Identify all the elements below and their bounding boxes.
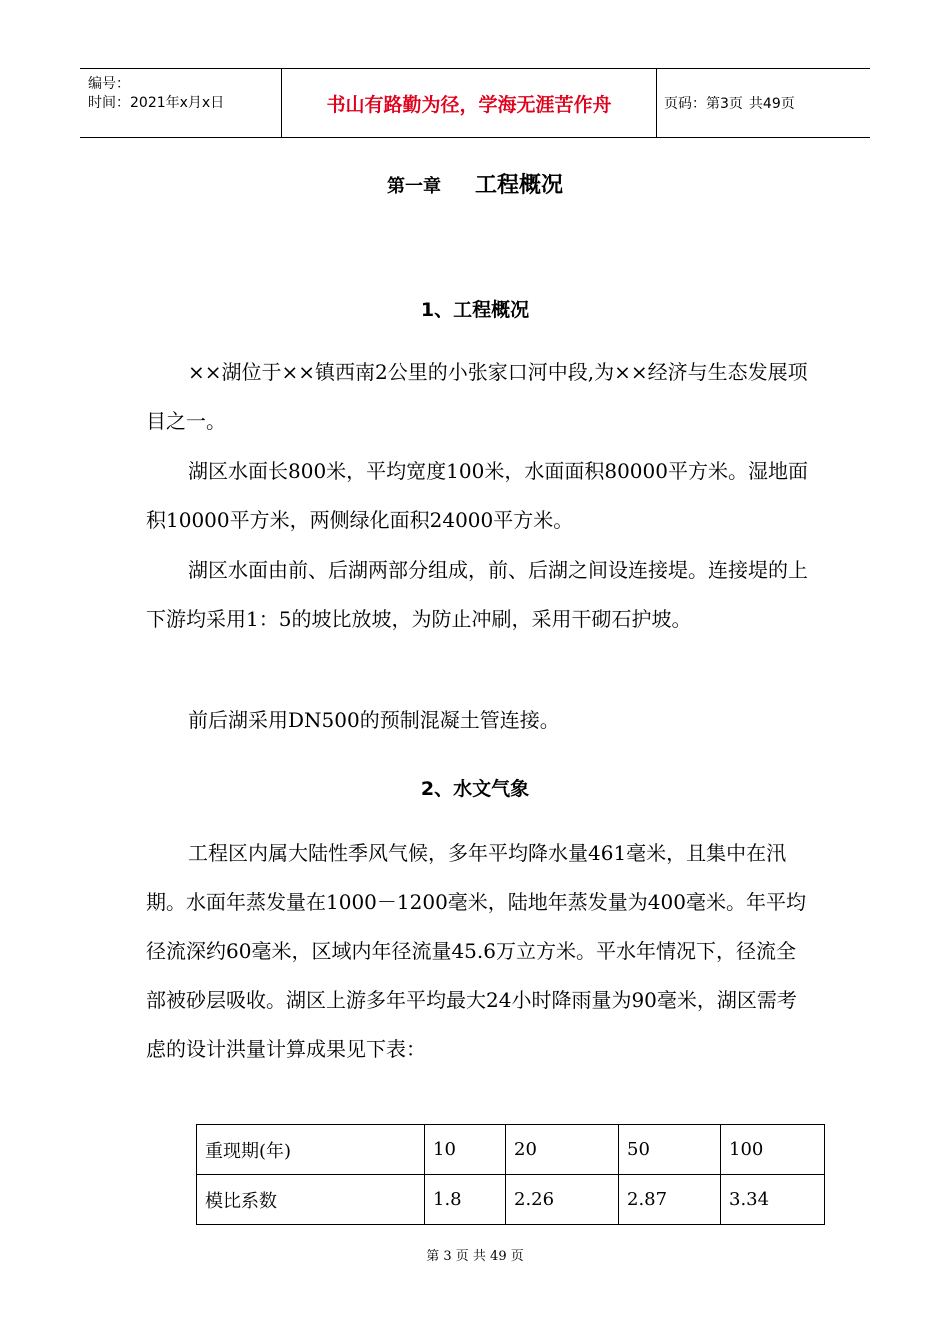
paragraph: 前后湖采用DN500的预制混凝土管连接。 bbox=[188, 708, 560, 732]
table-cell: 模比系数 bbox=[197, 1175, 425, 1225]
header-page-number: 页码：第3页 bbox=[664, 96, 743, 112]
paragraph: 湖区水面长800米，平均宽度100米，水面面积80000平方米。湿地面积10000平方米，两侧绿化面积24000平方米。 bbox=[146, 459, 808, 532]
header-motto: 书山有路勤为径，学海无涯苦作舟 bbox=[326, 93, 612, 116]
section-title: 2、水文气象 bbox=[420, 778, 530, 800]
paragraph: ××湖位于××镇西南2公里的小张家口河中段,为××经济与生态发展项目之一。 bbox=[146, 360, 808, 433]
header-meta bbox=[80, 69, 280, 137]
chapter-heading bbox=[0, 168, 950, 199]
table-cell: 100 bbox=[721, 1125, 825, 1175]
header-motto-cell bbox=[281, 69, 657, 137]
page-footer: 第 3 页 共 49 页 bbox=[426, 1249, 524, 1264]
chapter-number: 第一章 bbox=[386, 176, 441, 197]
table-cell: 重现期(年) bbox=[197, 1125, 425, 1175]
flood-table bbox=[196, 1124, 825, 1225]
table-cell: 2.87 bbox=[619, 1175, 721, 1225]
table-cell: 50 bbox=[619, 1125, 721, 1175]
header-page-total: 共49页 bbox=[748, 96, 795, 112]
document-date-label: 时间：2021年x月x日 bbox=[88, 95, 225, 111]
header-page-info bbox=[656, 69, 870, 137]
paragraph: 工程区内属大陆性季风气候，多年平均降水量461毫米，且集中在汛期。水面年蒸发量在1000－1200毫米，陆地年蒸发量为400毫米。年平均径流深约60毫米，区域内年径流量45.6万立方米。平水年情况下，径流全部被砂层吸收。湖区上游多年平均最大24小时降雨量为90毫米，湖区需考虑的设计洪量计算成果见下表： bbox=[146, 841, 806, 1061]
table-row bbox=[197, 1175, 825, 1225]
table-cell: 20 bbox=[506, 1125, 619, 1175]
table-row bbox=[197, 1125, 825, 1175]
paragraph: 湖区水面由前、后湖两部分组成，前、后湖之间设连接堤。连接堤的上下游均采用1：5的坡比放坡，为防止冲刷，采用干砌石护坡。 bbox=[146, 558, 808, 631]
table-cell: 1.8 bbox=[425, 1175, 506, 1225]
chapter-title: 工程概况 bbox=[474, 173, 563, 198]
table-cell: 3.34 bbox=[721, 1175, 825, 1225]
table-cell: 10 bbox=[425, 1125, 506, 1175]
table-cell: 2.26 bbox=[506, 1175, 619, 1225]
document-number-label: 编号： bbox=[88, 76, 130, 92]
section-title: 1、工程概况 bbox=[420, 299, 530, 321]
page-header bbox=[80, 68, 870, 138]
